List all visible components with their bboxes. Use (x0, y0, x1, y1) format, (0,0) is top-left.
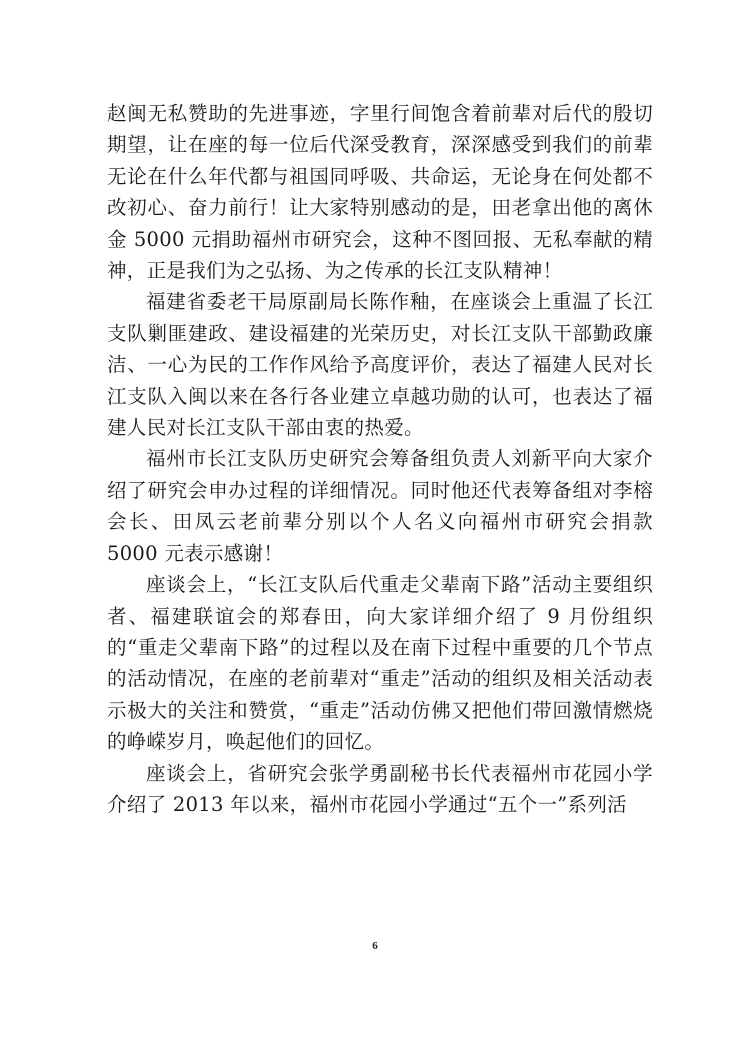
paragraph-4: 座谈会上，“长江支队后代重走父辈南下路”活动主要组织者、福建联谊会的郑春田，向大家详细介绍了 9 月份组织的“重走父辈南下路”的过程以及在南下过程中重要的几个节点的活动情况，在座的老前辈对“重走”活动的组织及相关活动表示极大的关注和赞赏，“重走”活动仿佛又把他们带回激情燃烧的峥嵘岁月，唤起他们的回忆。 (107, 573, 653, 754)
paragraph-2: 福建省委老干局原副局长陈作釉，在座谈会上重温了长江支队剿匪建政、建设福建的光荣历史，对长江支队干部勤政廉洁、一心为民的工作作风给予高度评价，表达了福建人民对长江支队入闽以来在各行各业建立卓越功勋的认可，也表达了福建人民对长江支队干部由衷的热爱。 (107, 290, 653, 440)
paragraph-3: 福州市长江支队历史研究会筹备组负责人刘新平向大家介绍了研究会申办过程的详细情况。同时他还代表筹备组对李榕会长、田凤云老前辈分别以个人名义向福州市研究会捐款 5000 元表示感谢！ (107, 447, 653, 565)
paragraph-5: 座谈会上，省研究会张学勇副秘书长代表福州市花园小学介绍了 2013 年以来，福州市花园小学通过“五个一”系列活 (107, 761, 653, 816)
paragraph-1: 赵闽无私赞助的先进事迹，字里行间饱含着前辈对后代的殷切期望，让在座的每一位后代深受教育，深深感受到我们的前辈无论在什么年代都与祖国同呼吸、共命运，无论身在何处都不改初心、奋力前行！让大家特别感动的是，田老拿出他的离休金 5000 元捐助福州市研究会，这种不图回报、无私奉献的精神，正是我们为之弘扬、为之传承的长江支队精神！ (107, 102, 653, 283)
page-number: 6 (372, 940, 378, 952)
body-text (107, 98, 653, 820)
